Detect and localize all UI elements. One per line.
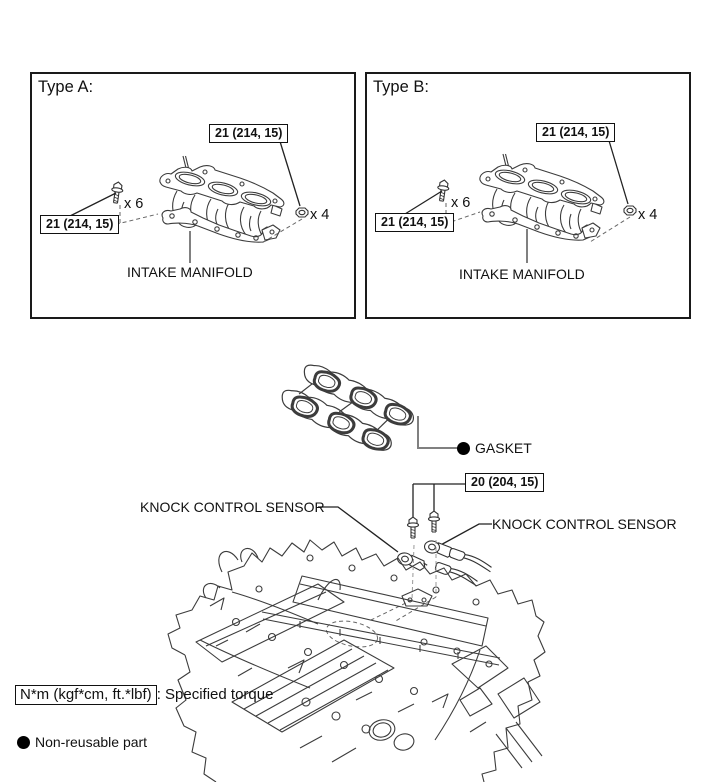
non-reusable-bullet-icon <box>17 736 30 749</box>
knock-leader-lines <box>318 484 492 552</box>
knock-sensor-label-left: KNOCK CONTROL SENSOR <box>140 499 325 515</box>
legend-torque-unit: N*m (kgf*cm, ft.*lbf) <box>15 685 157 705</box>
intake-manifold-label: INTAKE MANIFOLD <box>127 264 253 280</box>
gasket-drawing <box>277 356 418 459</box>
torque-spec-box: 21 (214, 15) <box>40 215 119 234</box>
nut-quantity-label: x 4 <box>638 207 658 223</box>
torque-spec-box: 20 (204, 15) <box>465 473 544 492</box>
engine-assembly-drawing <box>168 540 545 782</box>
knock-bolt-icon-left <box>408 517 419 538</box>
bolt-quantity-label: x 6 <box>124 196 144 212</box>
nut-quantity-label: x 4 <box>310 207 330 223</box>
intake-manifold-label: INTAKE MANIFOLD <box>459 266 585 282</box>
legend-torque-desc: : Specified torque <box>156 686 274 703</box>
wire-connector-icon-1 <box>448 548 494 572</box>
panel-b-title: Type B: <box>373 78 429 96</box>
knock-bolt-icon-right <box>429 511 440 532</box>
knock-sensor-label-right: KNOCK CONTROL SENSOR <box>492 516 677 532</box>
legend-non-reusable-label: Non-reusable part <box>35 734 148 750</box>
gasket-callout <box>457 440 532 456</box>
torque-spec-box: 21 (214, 15) <box>375 213 454 232</box>
non-reusable-bullet-icon <box>457 442 470 455</box>
legend-torque <box>15 685 273 705</box>
knock-sensor-group-art <box>318 484 494 651</box>
panel-type-a <box>30 72 356 319</box>
gasket-label: GASKET <box>475 440 532 456</box>
torque-spec-box: 21 (214, 15) <box>209 124 288 143</box>
torque-spec-box: 21 (214, 15) <box>536 123 615 142</box>
legend-non-reusable <box>17 734 147 750</box>
gasket-pointer <box>418 416 459 448</box>
bolt-quantity-label: x 6 <box>451 195 471 211</box>
panel-a-title: Type A: <box>38 78 94 96</box>
